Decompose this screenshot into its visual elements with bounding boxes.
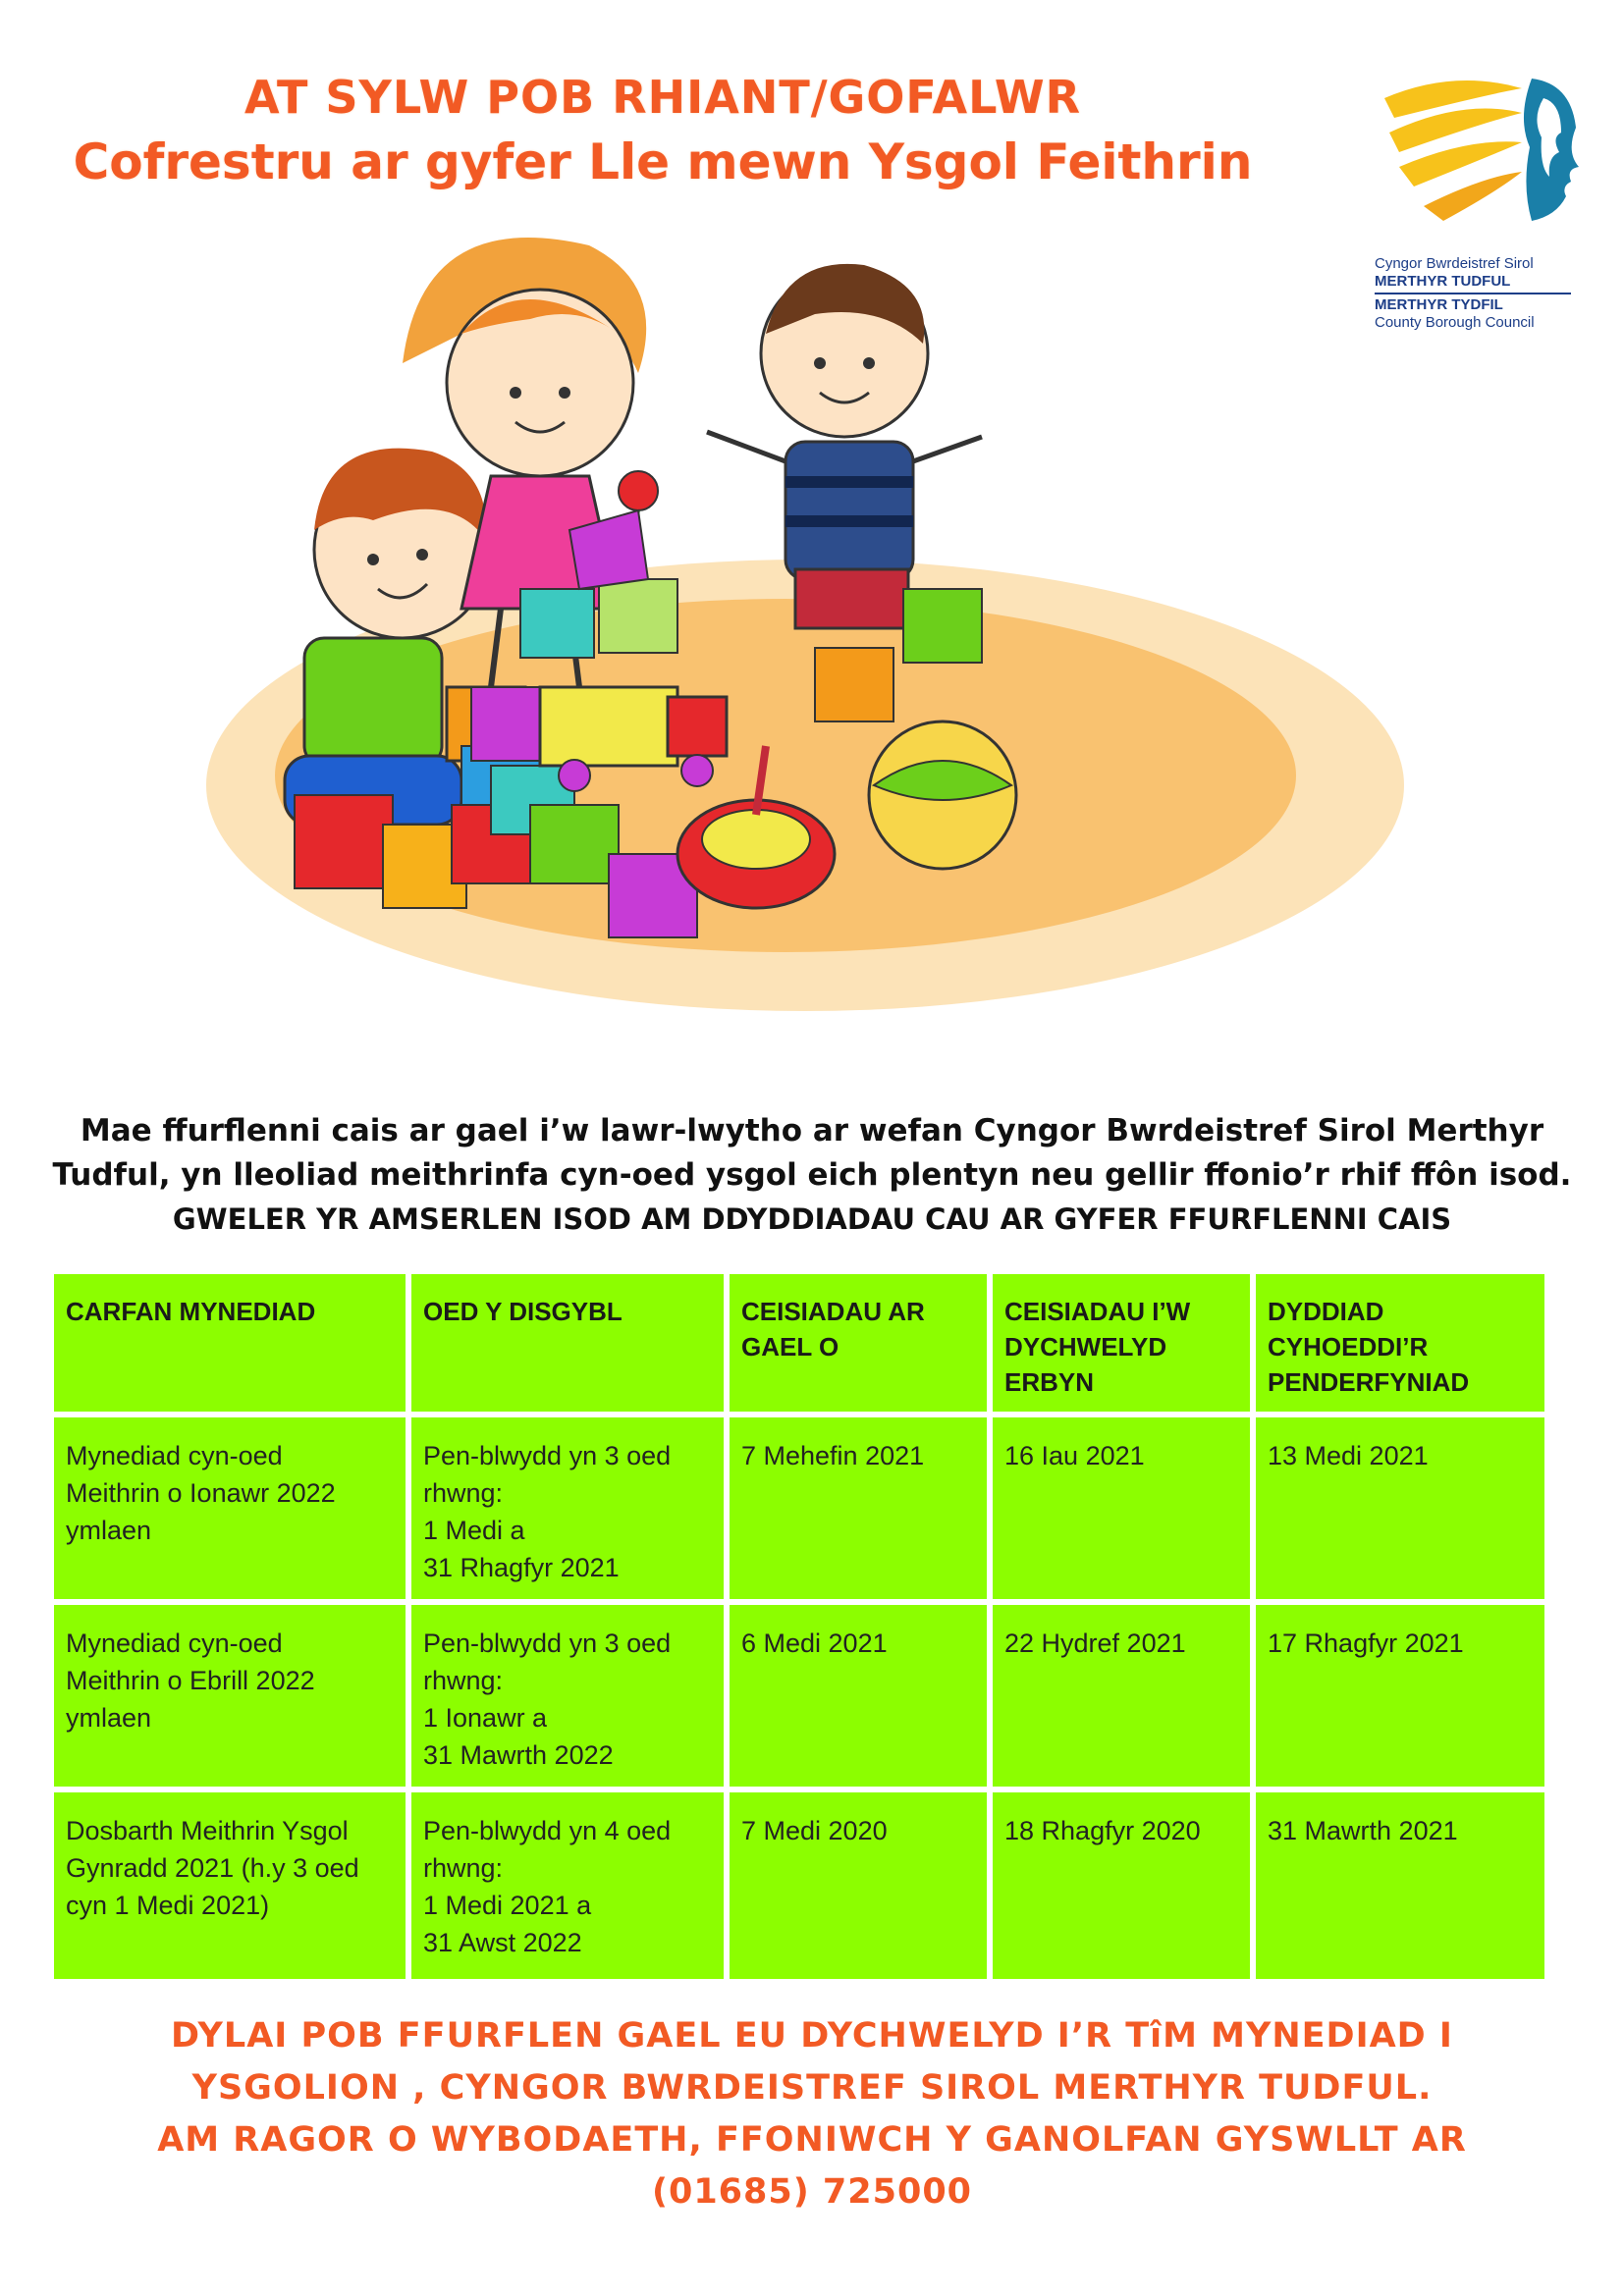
ball-icon (869, 721, 1016, 869)
cell-applications-open: 6 Medi 2021 (730, 1605, 987, 1787)
header-return-by: CEISIADAU I’W DYCHWELYD ERBYN (993, 1274, 1250, 1412)
cell-applications-open: 7 Medi 2020 (730, 1792, 987, 1979)
header-decision-date: DYDDIAD CYHOEDDI’R PENDERFYNIAD (1256, 1274, 1544, 1412)
page-subtitle: Cofrestru ar gyfer Lle mewn Ysgol Feithrin (73, 133, 1253, 190)
cell-return-by: 16 Iau 2021 (993, 1417, 1250, 1599)
cell-decision-date: 31 Mawrth 2021 (1256, 1792, 1544, 1979)
intro-text (39, 1109, 1585, 1242)
cell-cohort: Mynediad cyn-oed Meithrin o Ionawr 2022 ymlaen (54, 1417, 406, 1599)
cell-return-by: 18 Rhagfyr 2020 (993, 1792, 1250, 1979)
cell-cohort: Dosbarth Meithrin Ysgol Gynradd 2021 (h.y 3 oed cyn 1 Medi 2021) (54, 1792, 406, 1979)
cell-applications-open: 7 Mehefin 2021 (730, 1417, 987, 1599)
footer-phone-number: (01685) 725000 (651, 2172, 973, 2212)
cell-cohort: Mynediad cyn-oed Meithrin o Ebrill 2022 ymlaen (54, 1605, 406, 1787)
intro-line-2: Tudful, yn lleoliad meithrinfa cyn-oed ysgol eich plentyn neu gellir ffonio’r rhif ffôn isod. (52, 1157, 1572, 1193)
footer-line-2: YSGOLION , CYNGOR BWRDEISTREF SIROL MERTHYR TUDFUL. (191, 2068, 1433, 2108)
cell-decision-date: 17 Rhagfyr 2021 (1256, 1605, 1544, 1787)
cell-decision-date: 13 Medi 2021 (1256, 1417, 1544, 1599)
intro-line-3: GWELER YR AMSERLEN ISOD AM DDYDDIADAU CAU AR GYFER FFURFLENNI CAIS (172, 1202, 1452, 1236)
table-row (54, 1417, 1562, 1599)
header-applications-open: CEISIADAU AR GAEL O (730, 1274, 987, 1412)
logo-text-welsh-town: MERTHYR TUDFUL (1375, 273, 1511, 290)
header-pupil-age: OED Y DISGYBL (411, 1274, 724, 1412)
cell-pupil-age: Pen-blwydd yn 4 oed rhwng: 1 Medi 2021 a 31 Awst 2022 (411, 1792, 724, 1979)
intro-line-1: Mae ffurflenni cais ar gael i’w lawr-lwytho ar wefan Cyngor Bwrdeistref Sirol Merthyr (80, 1113, 1544, 1148)
page-title: AT SYLW POB RHIANT/GOFALWR (244, 71, 1082, 124)
logo-text-welsh-council: Cyngor Bwrdeistref Sirol (1375, 255, 1534, 272)
logo-text-english-council: County Borough Council (1375, 314, 1535, 331)
header-cohort: CARFAN MYNEDIAD (54, 1274, 406, 1412)
table-row (54, 1792, 1562, 1979)
table-header-row (54, 1274, 1562, 1412)
cell-return-by: 22 Hydref 2021 (993, 1605, 1250, 1787)
logo-text-english-town: MERTHYR TYDFIL (1375, 296, 1503, 313)
cell-pupil-age: Pen-blwydd yn 3 oed rhwng: 1 Ionawr a 31 Mawrth 2022 (411, 1605, 724, 1787)
children-playing-illustration (177, 226, 1424, 1080)
table-row (54, 1605, 1562, 1787)
footer-line-1: DYLAI POB FFURFLEN GAEL EU DYCHWELYD I’R TîM MYNEDIAD I (171, 2016, 1453, 2056)
footer-contact-text (39, 2010, 1585, 2218)
footer-line-3: AM RAGOR O WYBODAETH, FFONIWCH Y GANOLFAN GYSWLLT AR (157, 2120, 1467, 2160)
admissions-schedule-table (54, 1274, 1562, 1985)
cell-pupil-age: Pen-blwydd yn 3 oed rhwng: 1 Medi a 31 Rhagfyr 2021 (411, 1417, 724, 1599)
